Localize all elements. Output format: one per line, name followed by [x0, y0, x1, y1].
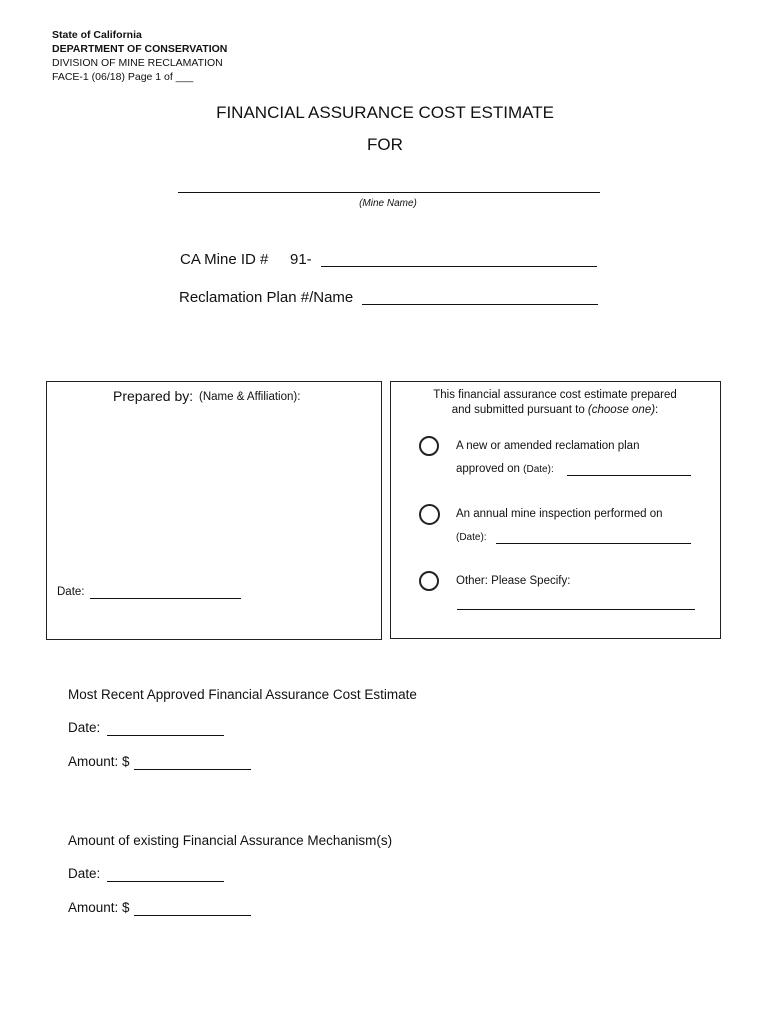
choose-one-note: (choose one): [587, 404, 656, 416]
option3-specify-field[interactable]: [457, 609, 695, 610]
division-name: DIVISION OF MINE RECLAMATION: [52, 57, 223, 69]
state-name: State of California: [52, 29, 142, 41]
reclamation-plan-label: Reclamation Plan #/Name: [179, 289, 354, 306]
existing-mechanism-heading: Amount of existing Financial Assurance Mechanism(s): [68, 833, 393, 848]
option-reclamation-plan-radio[interactable]: [419, 436, 439, 456]
recent-estimate-heading: Most Recent Approved Financial Assurance Cost Estimate: [68, 687, 417, 702]
basis-intro-colon: :: [655, 404, 659, 416]
recent-amount-field[interactable]: [134, 769, 251, 770]
prepared-by-sublabel: (Name & Affiliation):: [199, 391, 301, 403]
mine-id-field[interactable]: [321, 266, 597, 267]
option2-date-label: (Date):: [456, 532, 487, 543]
prepared-by-box: [46, 381, 382, 640]
mine-id-label: CA Mine ID #: [180, 251, 269, 268]
department-name: DEPARTMENT OF CONSERVATION: [52, 43, 228, 55]
option1-date-label: (Date):: [523, 464, 554, 475]
option-other-radio[interactable]: [419, 571, 439, 591]
submission-basis-box: [390, 381, 721, 639]
existing-date-label: Date:: [68, 866, 101, 881]
prepared-by-label: Prepared by:: [113, 388, 194, 404]
prepared-date-label: Date:: [57, 586, 85, 598]
form-title-for: FOR: [367, 135, 403, 154]
form-id: FACE-1 (06/18) Page 1 of ___: [52, 71, 194, 83]
mine-name-caption: (Mine Name): [359, 198, 417, 209]
existing-amount-field[interactable]: [134, 915, 251, 916]
recent-date-field[interactable]: [107, 735, 224, 736]
prepared-date-field[interactable]: [90, 598, 241, 599]
mine-id-prefix: 91-: [290, 251, 312, 268]
existing-amount-label: Amount: $: [68, 900, 130, 915]
mine-name-field[interactable]: [178, 192, 600, 193]
recent-amount-label: Amount: $: [68, 754, 130, 769]
basis-intro-line2: and submitted pursuant to: [451, 404, 585, 416]
recent-date-label: Date:: [68, 720, 101, 735]
reclamation-plan-field[interactable]: [362, 304, 598, 305]
option2-date-field[interactable]: [496, 543, 691, 544]
basis-intro-line1: This financial assurance cost estimate prepared: [433, 389, 677, 401]
option1-date-field[interactable]: [567, 475, 691, 476]
option1-approved-on: approved on: [456, 463, 520, 475]
form-title: FINANCIAL ASSURANCE COST ESTIMATE: [216, 103, 554, 122]
option3-label: Other: Please Specify:: [456, 575, 571, 587]
option1-label: A new or amended reclamation plan: [456, 440, 640, 452]
existing-date-field[interactable]: [107, 881, 224, 882]
prepared-by-field[interactable]: [53, 409, 373, 579]
option-inspection-radio[interactable]: [419, 504, 440, 525]
option2-label: An annual mine inspection performed on: [456, 508, 663, 520]
